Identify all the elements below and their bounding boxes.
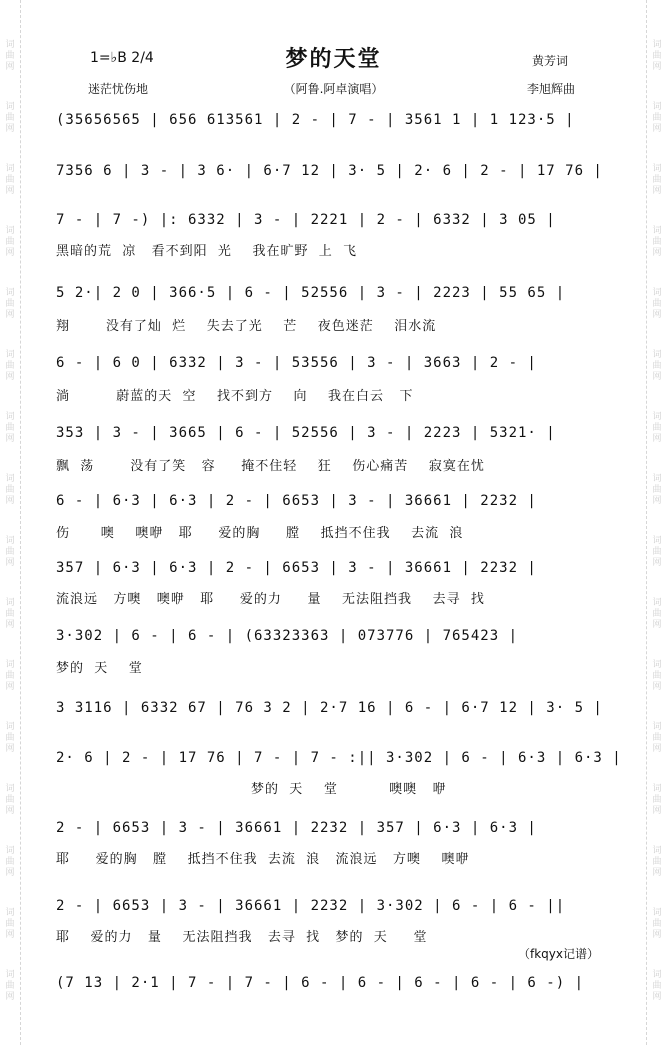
notation-line-5: 6 - | 6 0 | 6332 | 3 - | 53556 | 3 - | 3663 | 2 - | xyxy=(56,355,537,371)
watermark-glyph: 曲 xyxy=(5,51,15,61)
watermark-glyph-group xyxy=(647,412,667,445)
watermark-glyph: 曲 xyxy=(5,361,15,371)
watermark-glyph: 曲 xyxy=(652,609,662,619)
watermark-glyph: 曲 xyxy=(5,423,15,433)
watermark-glyph: 网 xyxy=(652,434,662,444)
watermark-glyph: 曲 xyxy=(652,51,662,61)
lyric-line-11: 梦的 天 堂 噢噢 咿 xyxy=(56,782,447,796)
watermark-glyph: 曲 xyxy=(652,485,662,495)
watermark-glyph: 网 xyxy=(652,496,662,506)
watermark-glyph: 曲 xyxy=(652,547,662,557)
watermark-glyph: 词 xyxy=(5,350,15,360)
lyric-line-13: 耶 爱的力 量 无法阻挡我 去寻 找 梦的 天 堂 xyxy=(56,930,428,944)
notation-line-11: 2· 6 | 2 - | 17 76 | 7 - | 7 - :|| 3·302 | 6 - | 6·3 | 6·3 | xyxy=(56,750,622,766)
watermark-glyph: 曲 xyxy=(5,733,15,743)
watermark-glyph: 网 xyxy=(5,186,15,196)
watermark-glyph-group xyxy=(647,908,667,941)
watermark-glyph: 词 xyxy=(5,784,15,794)
lyric-line-3: 黑暗的荒 凉 看不到阳 光 我在旷野 上 飞 xyxy=(56,244,357,258)
lyric-line-12: 耶 爱的胸 膛 抵挡不住我 去流 浪 流浪远 方噢 噢咿 xyxy=(56,852,470,866)
composer: 李旭辉曲 xyxy=(527,82,576,96)
watermark-glyph: 曲 xyxy=(652,175,662,185)
notation-line-1: (35656565 | 656 613561 | 2 - | 7 - | 3561 1 | 1 123·5 | xyxy=(56,112,575,128)
notation-line-2: 7356 6 | 3 - | 3 6· | 6·7 12 | 3· 5 | 2· 6 | 2 - | 17 76 | xyxy=(56,163,603,179)
watermark-glyph: 词 xyxy=(5,474,15,484)
watermark-glyph: 词 xyxy=(5,660,15,670)
watermark-glyph: 网 xyxy=(5,124,15,134)
watermark-glyph: 词 xyxy=(5,598,15,608)
watermark-glyph: 曲 xyxy=(652,237,662,247)
watermark-glyph-group xyxy=(0,226,20,259)
watermark-glyph-group xyxy=(0,536,20,569)
watermark-glyph: 曲 xyxy=(5,485,15,495)
notation-line-14: (7 13 | 2·1 | 7 - | 7 - | 6 - | 6 - | 6 - | 6 - | 6 -) | xyxy=(56,975,585,991)
watermark-glyph: 词 xyxy=(652,350,662,360)
watermark-glyph-group xyxy=(0,660,20,693)
watermark-glyph-group xyxy=(0,164,20,197)
watermark-glyph: 网 xyxy=(652,806,662,816)
watermark-glyph-group xyxy=(0,350,20,383)
watermark-glyph: 词 xyxy=(652,784,662,794)
watermark-glyph-group xyxy=(0,970,20,1003)
lyric-line-7: 伤 噢 噢咿 耶 爱的胸 膛 抵挡不住我 去流 浪 xyxy=(56,526,464,540)
watermark-glyph: 曲 xyxy=(5,981,15,991)
watermark-glyph: 曲 xyxy=(5,175,15,185)
notation-line-9: 3·302 | 6 - | 6 - | (63323363 | 073776 | 765423 | xyxy=(56,628,519,644)
watermark-strip-right xyxy=(646,0,667,1045)
watermark-glyph-group xyxy=(647,536,667,569)
watermark-glyph: 网 xyxy=(5,434,15,444)
watermark-glyph: 词 xyxy=(5,288,15,298)
watermark-glyph: 网 xyxy=(652,124,662,134)
watermark-glyph-group xyxy=(0,288,20,321)
watermark-glyph: 网 xyxy=(652,682,662,692)
watermark-glyph-group xyxy=(647,226,667,259)
watermark-glyph: 网 xyxy=(652,62,662,72)
lyric-line-9: 梦的 天 堂 xyxy=(56,661,143,675)
watermark-glyph: 曲 xyxy=(5,609,15,619)
watermark-glyph: 词 xyxy=(652,102,662,112)
watermark-glyph: 曲 xyxy=(652,857,662,867)
lyric-line-8: 流浪远 方噢 噢咿 耶 爱的力 量 无法阻挡我 去寻 找 xyxy=(56,592,485,606)
watermark-glyph: 词 xyxy=(652,660,662,670)
watermark-glyph: 词 xyxy=(652,598,662,608)
watermark-glyph: 词 xyxy=(652,908,662,918)
watermark-glyph-group xyxy=(0,846,20,879)
watermark-glyph-group xyxy=(647,970,667,1003)
watermark-glyph: 网 xyxy=(5,744,15,754)
watermark-glyph: 曲 xyxy=(652,795,662,805)
watermark-glyph: 网 xyxy=(652,310,662,320)
watermark-glyph-group xyxy=(0,412,20,445)
watermark-glyph-group xyxy=(647,598,667,631)
watermark-glyph: 曲 xyxy=(652,299,662,309)
performer-subtitle: （阿鲁.阿卓演唱） xyxy=(283,82,384,96)
watermark-glyph: 曲 xyxy=(5,547,15,557)
watermark-glyph-group xyxy=(647,474,667,507)
watermark-glyph: 词 xyxy=(652,970,662,980)
notation-line-6: 353 | 3 - | 3665 | 6 - | 52556 | 3 - | 2223 | 5321· | xyxy=(56,425,556,441)
watermark-glyph: 网 xyxy=(652,868,662,878)
watermark-glyph-group xyxy=(647,660,667,693)
watermark-glyph: 网 xyxy=(5,62,15,72)
watermark-glyph: 词 xyxy=(5,412,15,422)
watermark-glyph: 曲 xyxy=(5,299,15,309)
watermark-glyph: 网 xyxy=(652,992,662,1002)
lyric-line-6: 飘 荡 没有了笑 容 掩不住轻 狂 伤心痛苦 寂寞在忧 xyxy=(56,459,485,473)
notation-line-12: 2 - | 6653 | 3 - | 36661 | 2232 | 357 | 6·3 | 6·3 | xyxy=(56,820,537,836)
watermark-glyph: 词 xyxy=(5,846,15,856)
watermark-glyph: 网 xyxy=(5,992,15,1002)
watermark-glyph-group xyxy=(647,350,667,383)
watermark-glyph: 网 xyxy=(5,496,15,506)
notation-line-10: 3 3116 | 6332 67 | 76 3 2 | 2·7 16 | 6 - | 6·7 12 | 3· 5 | xyxy=(56,700,603,716)
watermark-glyph: 曲 xyxy=(652,733,662,743)
watermark-glyph: 词 xyxy=(5,536,15,546)
transcriber-credit: （fkqyx记谱） xyxy=(518,947,599,961)
watermark-glyph: 网 xyxy=(5,806,15,816)
watermark-glyph: 词 xyxy=(5,164,15,174)
watermark-glyph: 词 xyxy=(652,722,662,732)
song-title: 梦的天堂 xyxy=(285,47,382,72)
notation-line-8: 357 | 6·3 | 6·3 | 2 - | 6653 | 3 - | 36661 | 2232 | xyxy=(56,560,537,576)
watermark-glyph: 词 xyxy=(652,412,662,422)
watermark-glyph: 词 xyxy=(652,474,662,484)
watermark-glyph: 网 xyxy=(5,248,15,258)
watermark-glyph-group xyxy=(647,722,667,755)
watermark-glyph: 网 xyxy=(652,248,662,258)
watermark-glyph: 词 xyxy=(652,226,662,236)
watermark-glyph-group xyxy=(0,474,20,507)
watermark-glyph: 网 xyxy=(652,620,662,630)
watermark-glyph: 网 xyxy=(652,186,662,196)
watermark-glyph: 曲 xyxy=(5,857,15,867)
watermark-glyph-group xyxy=(647,846,667,879)
watermark-glyph-group xyxy=(647,164,667,197)
watermark-glyph: 曲 xyxy=(5,113,15,123)
watermark-glyph-group xyxy=(647,288,667,321)
watermark-glyph: 词 xyxy=(652,288,662,298)
watermark-glyph: 曲 xyxy=(652,423,662,433)
watermark-glyph: 曲 xyxy=(652,919,662,929)
watermark-glyph: 网 xyxy=(5,620,15,630)
watermark-glyph: 曲 xyxy=(5,919,15,929)
watermark-glyph: 词 xyxy=(5,908,15,918)
watermark-glyph: 词 xyxy=(652,846,662,856)
notation-line-3: 7 - | 7 -) |: 6332 | 3 - | 2221 | 2 - | 6332 | 3 05 | xyxy=(56,212,556,228)
watermark-glyph: 词 xyxy=(5,40,15,50)
watermark-glyph: 网 xyxy=(5,682,15,692)
watermark-glyph: 网 xyxy=(5,310,15,320)
watermark-glyph: 网 xyxy=(5,868,15,878)
lyricist: 黄芳词 xyxy=(532,54,569,68)
watermark-glyph: 词 xyxy=(5,722,15,732)
watermark-glyph-group xyxy=(0,598,20,631)
key-signature: 1=♭B 2/4 xyxy=(90,50,154,66)
notation-line-4: 5 2·| 2 0 | 366·5 | 6 - | 52556 | 3 - | 2223 | 55 65 | xyxy=(56,285,566,301)
watermark-glyph-group xyxy=(0,722,20,755)
watermark-glyph: 网 xyxy=(5,372,15,382)
watermark-glyph: 网 xyxy=(652,744,662,754)
watermark-glyph: 词 xyxy=(652,40,662,50)
watermark-glyph: 曲 xyxy=(5,671,15,681)
lyric-line-5: 淌 蔚蓝的天 空 找不到方 向 我在白云 下 xyxy=(56,389,414,403)
watermark-glyph: 词 xyxy=(5,970,15,980)
watermark-glyph: 词 xyxy=(5,226,15,236)
watermark-glyph: 曲 xyxy=(5,237,15,247)
lyric-line-4: 翔 没有了灿 烂 失去了光 芒 夜色迷茫 泪水流 xyxy=(56,319,437,333)
watermark-glyph: 曲 xyxy=(652,671,662,681)
watermark-glyph: 曲 xyxy=(652,981,662,991)
watermark-glyph-group xyxy=(0,784,20,817)
tempo-style: 迷茫忧伤地 xyxy=(88,82,149,96)
watermark-glyph: 词 xyxy=(5,102,15,112)
watermark-glyph: 词 xyxy=(652,536,662,546)
notation-line-13: 2 - | 6653 | 3 - | 36661 | 2232 | 3·302 | 6 - | 6 - || xyxy=(56,898,566,914)
watermark-glyph: 曲 xyxy=(652,361,662,371)
watermark-glyph: 网 xyxy=(652,930,662,940)
watermark-glyph: 网 xyxy=(5,930,15,940)
watermark-glyph-group xyxy=(647,784,667,817)
watermark-glyph: 曲 xyxy=(5,795,15,805)
notation-line-7: 6 - | 6·3 | 6·3 | 2 - | 6653 | 3 - | 36661 | 2232 | xyxy=(56,493,537,509)
watermark-glyph: 词 xyxy=(652,164,662,174)
watermark-glyph-group xyxy=(0,102,20,135)
watermark-glyph: 网 xyxy=(652,372,662,382)
watermark-glyph: 网 xyxy=(5,558,15,568)
watermark-glyph-group xyxy=(647,102,667,135)
watermark-strip-left xyxy=(0,0,21,1045)
watermark-glyph: 曲 xyxy=(652,113,662,123)
watermark-glyph: 网 xyxy=(652,558,662,568)
watermark-glyph-group xyxy=(0,908,20,941)
